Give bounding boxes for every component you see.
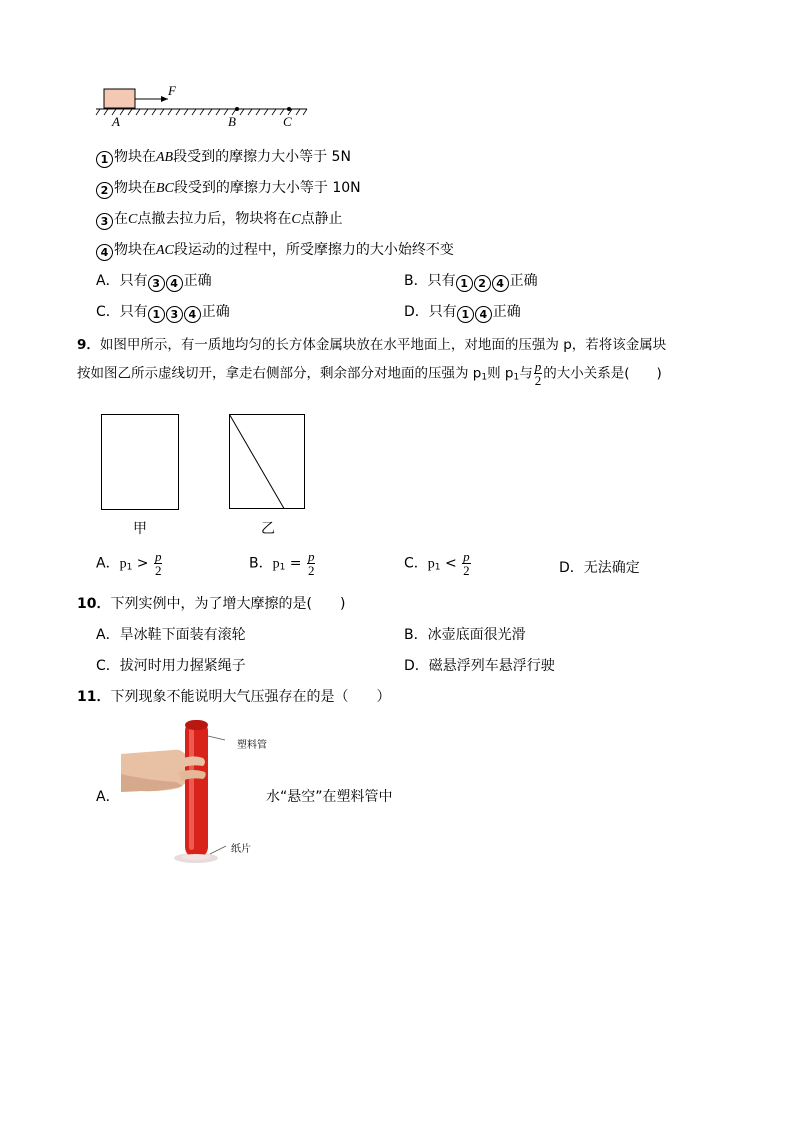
statement-text: 点撤去拉力后，物块将在: [137, 211, 292, 227]
operator: =: [285, 555, 306, 572]
q9-option-b[interactable]: [249, 550, 316, 577]
q11-option-a-caption: 水“悬空”在塑料管中: [266, 789, 393, 805]
q9-stem-line1: [77, 333, 666, 353]
statement-text: 物块在: [114, 242, 156, 258]
question-text: 如图甲所示，有一质地均匀的长方体金属块放在水平地面上，对地面的压强为 p，若将该金属块: [99, 337, 667, 353]
operator: <: [440, 555, 462, 572]
statement-text: 点静止: [300, 211, 343, 227]
circled-number: 4: [475, 306, 492, 323]
fraction: $\frac{p}{2}$: [534, 359, 542, 388]
circled-number: 4: [96, 244, 113, 261]
circled-number: 4: [492, 275, 509, 292]
q8-option-d[interactable]: [404, 301, 521, 323]
question-number: 9．: [77, 337, 100, 353]
q10-option-a[interactable]: [96, 624, 246, 644]
q10-option-b[interactable]: [404, 624, 526, 644]
circled-number: 1: [456, 275, 473, 292]
option-text: 正确: [509, 273, 538, 289]
q8-figure: [92, 84, 312, 132]
leader-line-paper: [210, 846, 226, 854]
option-text: p: [427, 556, 435, 572]
question-text: 下列实例中，为了增大摩擦的是( ): [110, 596, 346, 612]
operator: >: [132, 555, 153, 572]
option-letter: D．: [559, 560, 584, 576]
cut-line: [230, 415, 285, 509]
question-text: 的大小关系是( ): [543, 365, 662, 382]
option-letter: A．: [96, 627, 120, 643]
force-arrowhead: [161, 96, 168, 102]
option-text: 拔河时用力握紧绳子: [119, 658, 246, 674]
fraction: $\frac{p}{2}$: [307, 549, 315, 578]
q9-option-a[interactable]: [96, 550, 163, 577]
segment-label: AB: [156, 150, 174, 165]
question-text: 按如图乙所示虚线切开，拿走右侧部分，剩余部分对地面的压强为 p: [77, 365, 482, 382]
circled-number: 2: [474, 275, 491, 292]
point-b-dot: [235, 107, 239, 111]
paper-card: [181, 854, 211, 860]
statement-text: 段受到的摩擦力大小等于 5N: [173, 149, 351, 165]
q11-option-a-letter[interactable]: A．: [96, 789, 120, 805]
statement-text: 物块在: [114, 149, 156, 165]
label-paper: 纸片: [231, 844, 251, 855]
figure-jia: [101, 414, 179, 510]
option-letter: A．: [96, 555, 120, 572]
option-letter: B．: [404, 273, 428, 289]
figure-yi-label: 乙: [261, 521, 275, 537]
subscript: 1: [481, 372, 488, 383]
leader-line-tube: [208, 736, 225, 740]
option-text: 磁悬浮列车悬浮行驶: [428, 658, 555, 674]
option-text: 无法确定: [583, 560, 640, 576]
q11-stem: [77, 686, 390, 706]
tube: [185, 720, 208, 858]
q8-statement-3: [96, 208, 343, 230]
point-c-label: C: [283, 114, 292, 129]
subscript: 1: [126, 562, 133, 573]
circled-number: 1: [148, 306, 165, 323]
circled-number: 1: [96, 151, 113, 168]
point-label: C: [291, 212, 301, 227]
circled-number: 2: [96, 182, 113, 199]
circled-number: 3: [166, 306, 183, 323]
subscript: 1: [513, 372, 520, 383]
q9-stem-line2: [77, 360, 662, 387]
subscript: 1: [434, 562, 441, 573]
question-text: 则 p: [487, 365, 514, 382]
figure-jia-label: 甲: [133, 521, 147, 537]
option-letter: B．: [249, 555, 273, 572]
statement-text: 物块在: [114, 180, 156, 196]
option-letter: C．: [404, 555, 428, 572]
option-text: 只有: [427, 273, 456, 289]
option-text: 正确: [201, 304, 230, 320]
q8-statement-4: [96, 239, 454, 261]
fraction: $\frac{p}{2}$: [463, 549, 470, 578]
fraction: $\frac{p}{2}$: [154, 549, 162, 578]
figure-yi: [229, 414, 306, 510]
option-text: 只有: [428, 304, 457, 320]
option-letter: D．: [404, 658, 429, 674]
circled-number: 3: [96, 213, 113, 230]
question-text: 与: [519, 365, 533, 382]
point-a-label: A: [112, 114, 120, 129]
circled-number: 4: [166, 275, 183, 292]
q8-statement-1: [96, 146, 351, 168]
segment-label: AC: [156, 243, 174, 258]
point-label: C: [128, 212, 138, 227]
option-letter: C．: [96, 304, 120, 320]
q8-statement-2: [96, 177, 361, 199]
statement-text: 在: [114, 211, 128, 227]
q8-option-b[interactable]: [404, 270, 538, 292]
point-c-dot: [287, 107, 291, 111]
q9-option-c[interactable]: [404, 550, 472, 577]
q10-option-d[interactable]: [404, 655, 555, 675]
option-text: 旱冰鞋下面装有滚轮: [119, 627, 246, 643]
q9-option-d[interactable]: [559, 557, 640, 577]
question-number: 10．: [77, 596, 111, 612]
option-letter: B．: [404, 627, 428, 643]
label-tube: 塑料管: [237, 740, 267, 751]
circled-number: 4: [184, 306, 201, 323]
option-letter: C．: [96, 658, 120, 674]
point-b-label: B: [228, 114, 236, 129]
subscript: 1: [279, 562, 286, 573]
option-text: p: [272, 556, 280, 572]
option-text: 冰壶底面很光滑: [427, 627, 526, 643]
q8-option-a[interactable]: [96, 270, 212, 292]
question-number: 11．: [77, 689, 111, 705]
block: [104, 89, 135, 108]
q10-option-c[interactable]: [96, 655, 246, 675]
option-text: p: [119, 556, 127, 572]
circled-number: 3: [148, 275, 165, 292]
circled-number: 1: [457, 306, 474, 323]
question-text: 下列现象不能说明大气压强存在的是（ ）: [110, 689, 391, 705]
tube-highlight: [189, 726, 194, 850]
q10-stem: [77, 593, 345, 613]
option-text: 正确: [492, 304, 521, 320]
ground-hatch: [96, 109, 307, 115]
q8-option-c[interactable]: [96, 301, 230, 323]
force-label: F: [168, 84, 176, 98]
statement-text: 段运动的过程中，所受摩擦力的大小始终不变: [173, 242, 454, 258]
statement-text: 段受到的摩擦力大小等于 10N: [173, 180, 361, 196]
option-letter: A．: [96, 273, 120, 289]
option-text: 正确: [183, 273, 212, 289]
segment-label: BC: [156, 181, 174, 196]
option-text: 只有: [119, 304, 148, 320]
tube-cap: [185, 720, 208, 730]
option-letter: D．: [404, 304, 429, 320]
option-text: 只有: [119, 273, 148, 289]
